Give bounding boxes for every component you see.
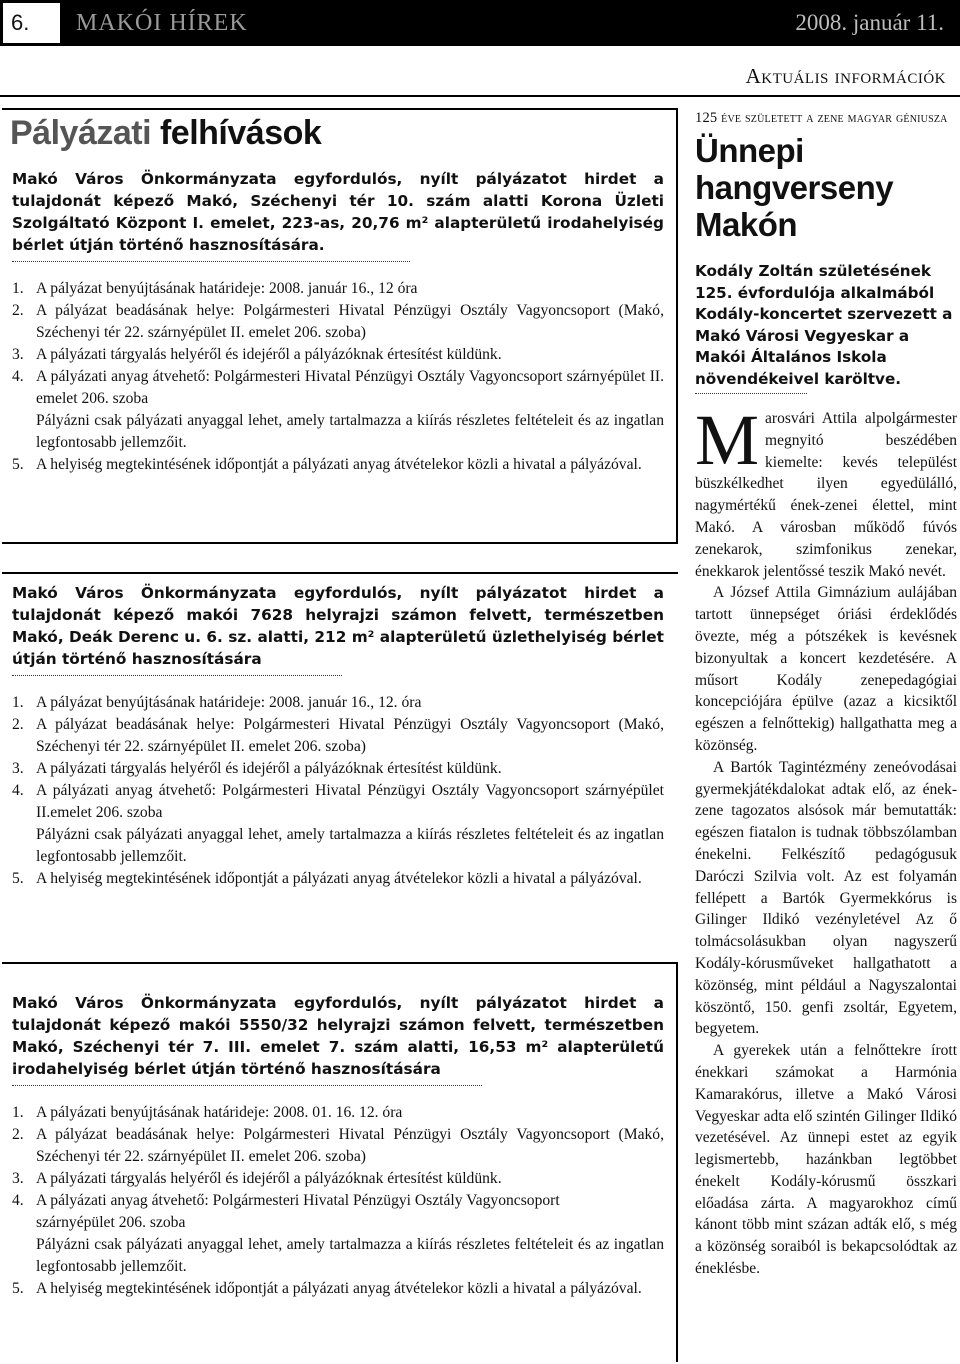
article-kicker: 125 éve született a zene magyar géniusza	[695, 110, 948, 126]
dotted-rule	[12, 670, 342, 676]
publication-title: MAKÓI HÍREK	[76, 9, 248, 36]
list-item: 2. A pályázat beadásának helye: Polgármesteri Hivatal Pénzügyi Osztály Vagyoncsoport (Makó, Széchenyi tér 22. szárnyépület II. emelet 206. szoba)	[12, 1126, 664, 1165]
list-item: 1. A pályázat benyújtásának határideje: 2008. január 16., 12 óra	[12, 280, 418, 297]
list-item: 3. A pályázati tárgyalás helyéről és idejéről a pályázóknak értesítést küldünk.	[12, 760, 502, 777]
notice-3	[12, 992, 664, 1300]
article-lead: Kodály Zoltán születésének 125. évfordulója alkalmából Kodály-koncertet szervezett a Makó Városi Vegyeskar a Makói Általános Iskola növendékeivel karöltve.	[695, 262, 953, 388]
list-item: 4. A pályázati anyag átvehető: Polgármesteri Hivatal Pénzügyi Osztály Vagyoncsoport szárnyépület II. emelet 206. szoba Pályázni csak pályázati anyaggal lehet, amely tartalmazza a kiírás részletes feltételeit és az ingatlan legfontosabb jellemzőit.	[12, 368, 664, 451]
list-item: 3. A pályázati tárgyalás helyéről és idejéről a pályázóknak értesítést küldünk.	[12, 346, 502, 363]
list-item: 4. A pályázati anyag átvehető: Polgármesteri Hivatal Pénzügyi Osztály Vagyoncsoport szárnyépület II.emelet 206. szoba Pályázni csak pályázati anyaggal lehet, amely tartalmazza a kiírás részletes feltételeit és az ingatlan legfontosabb jellemzőit.	[12, 782, 664, 865]
list-item: 5. A helyiség megtekintésének időpontját a pályázati anyag átvételekor közli a hivatal a pályázóval.	[12, 870, 642, 887]
dotted-rule	[12, 256, 410, 262]
article-title: Ünnepi hangverseny Makón	[695, 132, 894, 243]
notice-2	[12, 582, 664, 890]
list-item: 1. A pályázat benyújtásának határideje: 2008. január 16., 12. óra	[12, 694, 422, 711]
notice-items	[12, 692, 664, 890]
list-item: 2. A pályázat beadásának helye: Polgármesteri Hivatal Pénzügyi Osztály Vagyoncsoport (Makó, Széchenyi tér 22. szárnyépület II. emelet 206. szoba)	[12, 302, 664, 341]
list-item: 1. A pályázati benyújtásának határideje: 2008. 01. 16. 12. óra	[12, 1104, 403, 1121]
article-column	[695, 108, 957, 1280]
left-title	[10, 114, 321, 153]
header-bar	[60, 0, 960, 46]
dotted-rule	[12, 1080, 482, 1086]
page-header	[0, 0, 960, 46]
notice-lead: Makó Város Önkormányzata egyfordulós, nyílt pályázatot hirdet a tulajdonát képező makói 7628 helyrajzi számon felvett, természetben Makó, Deák Derenc u. 6. sz. alatti, 212 m² alapterületű üzlethelyiség bérlet útján történő hasznosítására	[12, 584, 664, 668]
article-paragraph: A gyerekek után a felnőttekre írott énekkari számokat a Harmónia Kamarakórus, illetve a Makó Városi Vegyeskar adta elő szintén Gilinger Ildikó vezetésével. Az ünnepi estet az egyik legismertebb, hazánkban legtöbbet énekelt Kodály-kórusmű összkari előadása zárta. A magyarokhoz című kánont több mint százan adták elő, s még a közönség soraiból is bekapcsolódtak az éneklésbe.	[695, 1042, 957, 1278]
article-paragraph: A József Attila Gimnázium aulájában tartott ünnepséget óriási érdeklődés övezte, még a pótszékek is kevésnek bizonyultak a koncert kezdetésére. A műsort Kodály zenepedagógiai koncepciójára épülve (azaz a kicsiktől egészen a felnőttekig) hallgathatta meg a közönség.	[695, 584, 957, 754]
section-divider	[2, 572, 678, 574]
left-title-part1: Pályázati	[10, 114, 152, 152]
list-item: 4. A pályázati anyag átvehető: Polgármesteri Hivatal Pénzügyi Osztály Vagyoncsoport szárnyépület 206. szoba Pályázni csak pályázati anyaggal lehet, amely tartalmazza a kiírás részletes feltételeit és az ingatlan legfontosabb jellemzőit.	[12, 1192, 664, 1275]
notice-lead: Makó Város Önkormányzata egyfordulós, nyílt pályázatot hirdet a tulajdonát képező makói 5550/32 helyrajzi számon felvett, természetben Makó, Széchenyi tér 7. III. emelet 7. szám alatti, 16,53 m² alapterületű irodahelyiség bérlet útján történő hasznosítására	[12, 994, 664, 1078]
issue-date: 2008. január 11.	[795, 10, 944, 35]
section-rule	[0, 95, 960, 97]
article-paragraph: A Bartók Tagintézmény zeneóvodásai gyermekjátékdalokat adtak elő, az ének-zene tagozatos alsósok már bemutatták: egészen fiatalon is tudnak többszólamban énekelni. Felkészítő pedagógusuk Daróczi Szilvia volt. Az est folyamán fellépett a Bartók Gyermekkórus is Gilinger Ildikó vezényletével Az ő tolmácsolásukban olyan nagyszerű Kodály-kórusműveket hallgathatott a közönség, mint például a Nagyszalontai köszöntő, 150. genfi zsoltár, Egyetem, begyetem.	[695, 758, 957, 1038]
dotted-rule	[695, 390, 807, 394]
list-item: 2. A pályázat beadásának helye: Polgármesteri Hivatal Pénzügyi Osztály Vagyoncsoport (Makó, Széchenyi tér 22. szárnyépület II. emelet 206. szoba)	[12, 716, 664, 755]
list-item: 5. A helyiség megtekintésének időpontját a pályázati anyag átvételekor közli a hivatal a pályázóval.	[12, 1280, 642, 1297]
article-paragraph: Marosvári Attila alpolgármester megnyitó beszédében kiemelte: kevés települést büszkélkedhet ilyen egyedülálló, nagymértékű ének-zenei élettel, mint Makó. A városban működő fúvós zenekarok, szimfonikus zenekar, énekkarok jelentőssé teszik Makó nevét.	[695, 400, 957, 580]
list-item: 5. A helyiség megtekintésének időpontját a pályázati anyag átvételekor közli a hivatal a pályázóval.	[12, 456, 642, 473]
page-number: 6.	[0, 0, 60, 46]
notice-items	[12, 278, 664, 476]
notice-1	[12, 168, 664, 476]
notice-lead: Makó Város Önkormányzata egyfordulós, nyílt pályázatot hirdet a tulajdonát képező Makó, Széchenyi tér 10. szám alatti Korona Üzleti Szolgáltató Központ I. emelet, 223-as, 20,76 m² alapterületű irodahelyiség bérlet útján történő hasznosítására.	[12, 170, 664, 254]
notice-items	[12, 1102, 664, 1300]
left-title-part2: felhívások	[159, 114, 322, 152]
drop-cap: M	[695, 400, 760, 480]
article-body	[695, 400, 957, 1280]
list-item: 3. A pályázati tárgyalás helyéről és idejéről a pályázóknak értesítést küldünk.	[12, 1170, 502, 1187]
section-label: Aktuális információk	[745, 64, 946, 88]
